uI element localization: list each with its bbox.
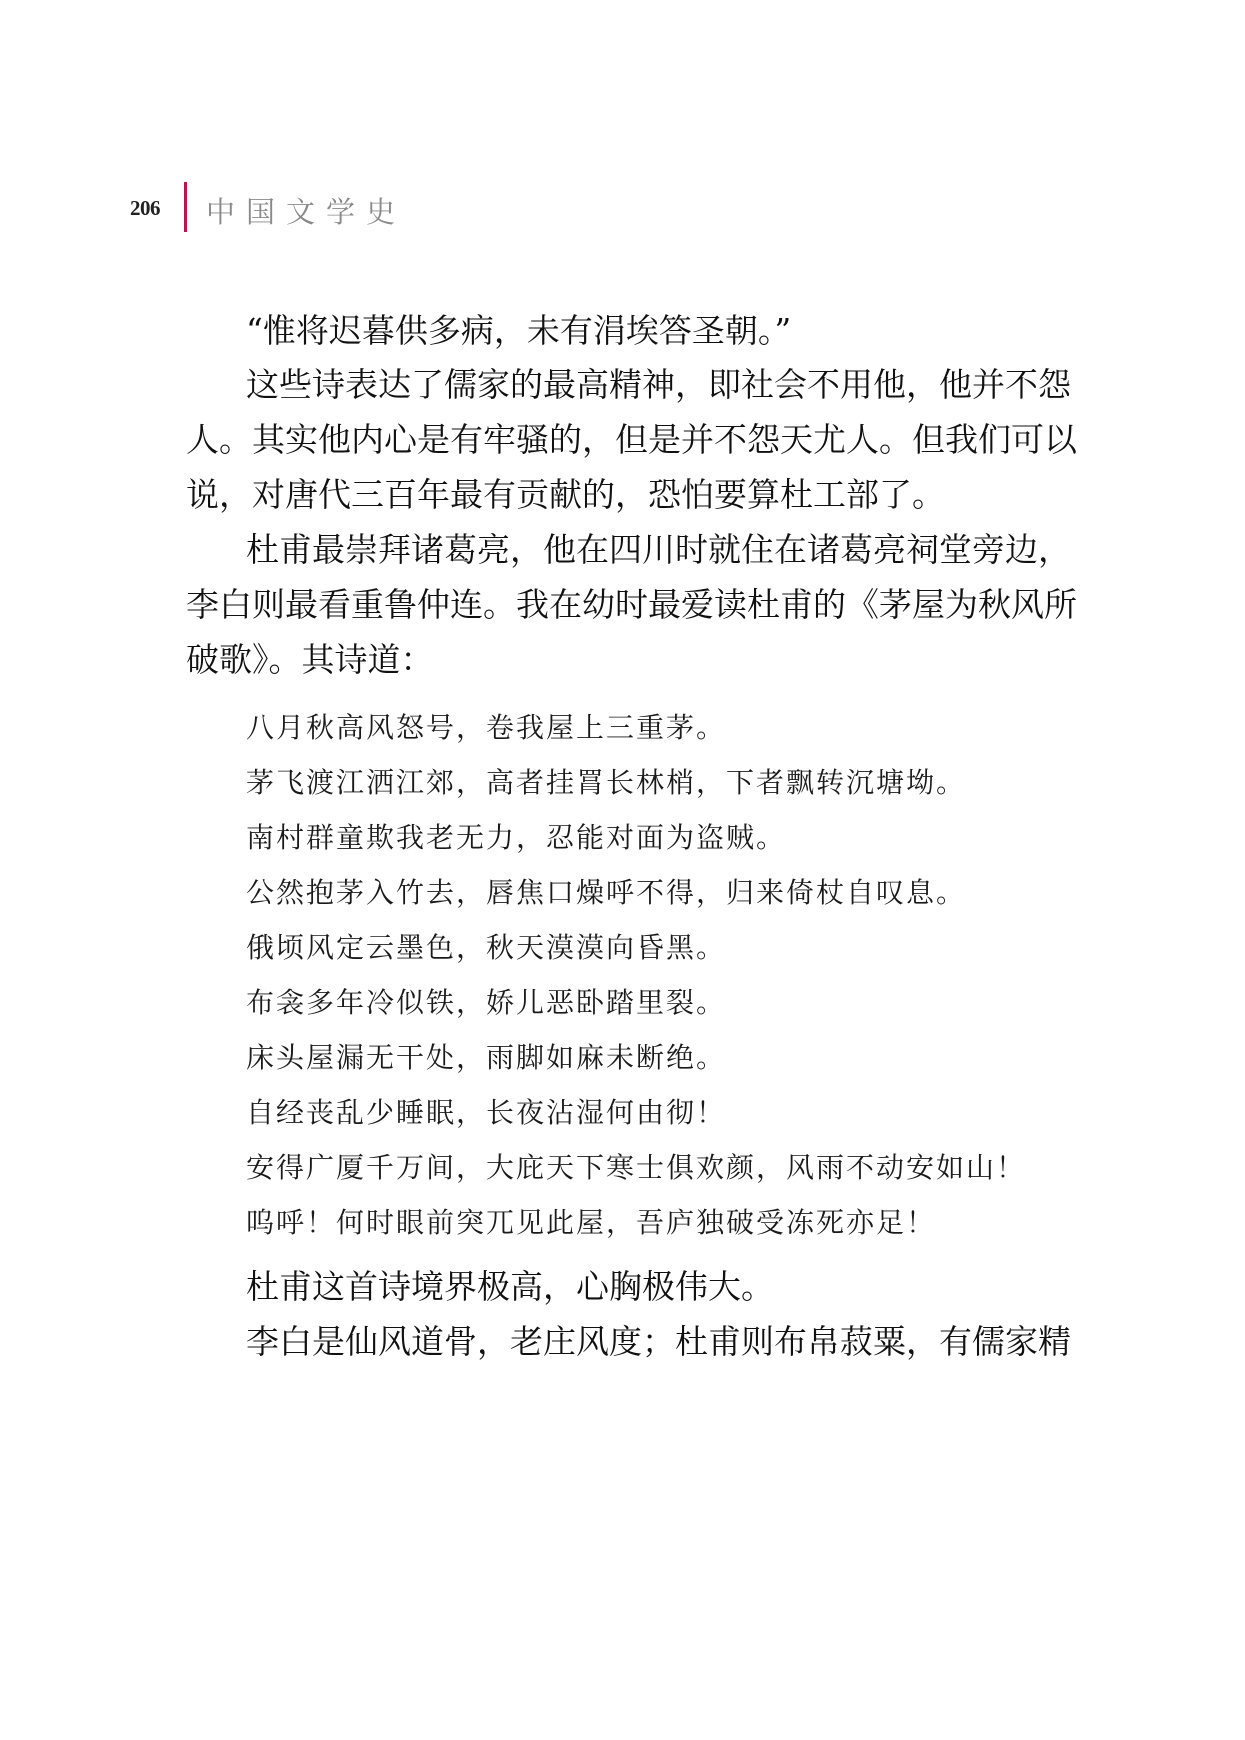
poem-line-1: 八月秋高风怒号，卷我屋上三重茅。 — [246, 711, 727, 744]
header-divider — [184, 182, 187, 232]
para2-line-1: 杜甫最崇拜诸葛亮，他在四川时就住在诸葛亮祠堂旁边， — [246, 530, 1071, 569]
book-title: 中国文学史 — [206, 195, 407, 229]
para2-line-2: 李白则最看重鲁仲连。我在幼时最爱读杜甫的《茅屋为秋风所 — [186, 585, 1077, 624]
page-number: 206 — [130, 196, 160, 220]
para1-line-3: 说，对唐代三百年最有贡献的，恐怕要算杜工部了。 — [186, 475, 945, 514]
para3-line: 杜甫这首诗境界极高，心胸极伟大。 — [246, 1267, 774, 1306]
poem-line-10: 呜呼！何时眼前突兀见此屋，吾庐独破受冻死亦足！ — [246, 1206, 937, 1239]
para1-line-1: 这些诗表达了儒家的最高精神，即社会不用他，他并不怨 — [246, 365, 1071, 404]
poem-line-6: 布衾多年冷似铁，娇儿恶卧踏里裂。 — [246, 986, 727, 1019]
para4-line: 李白是仙风道骨，老庄风度；杜甫则布帛菽粟，有儒家精 — [246, 1322, 1071, 1361]
para2-line-3: 破歌》。其诗道： — [186, 640, 434, 679]
poem-line-4: 公然抱茅入竹去，唇焦口燥呼不得，归来倚杖自叹息。 — [246, 876, 967, 909]
poem-line-9: 安得广厦千万间，大庇天下寒士俱欢颜，风雨不动安如山！ — [246, 1151, 1027, 1184]
poem-line-3: 南村群童欺我老无力，忍能对面为盗贼。 — [246, 821, 787, 854]
poem-line-2: 茅飞渡江洒江郊，高者挂罥长林梢，下者飘转沉塘坳。 — [246, 766, 967, 799]
para1-line-2: 人。其实他内心是有牢骚的，但是并不怨天尤人。但我们可以 — [186, 420, 1077, 459]
poem-line-7: 床头屋漏无干处，雨脚如麻未断绝。 — [246, 1041, 727, 1074]
quote-line: “惟将迟暮供多病，未有涓埃答圣朝。” — [246, 311, 792, 350]
poem-line-5: 俄顷风定云墨色，秋天漠漠向昏黑。 — [246, 931, 727, 964]
poem-line-8: 自经丧乱少睡眠，长夜沾湿何由彻！ — [246, 1096, 727, 1129]
